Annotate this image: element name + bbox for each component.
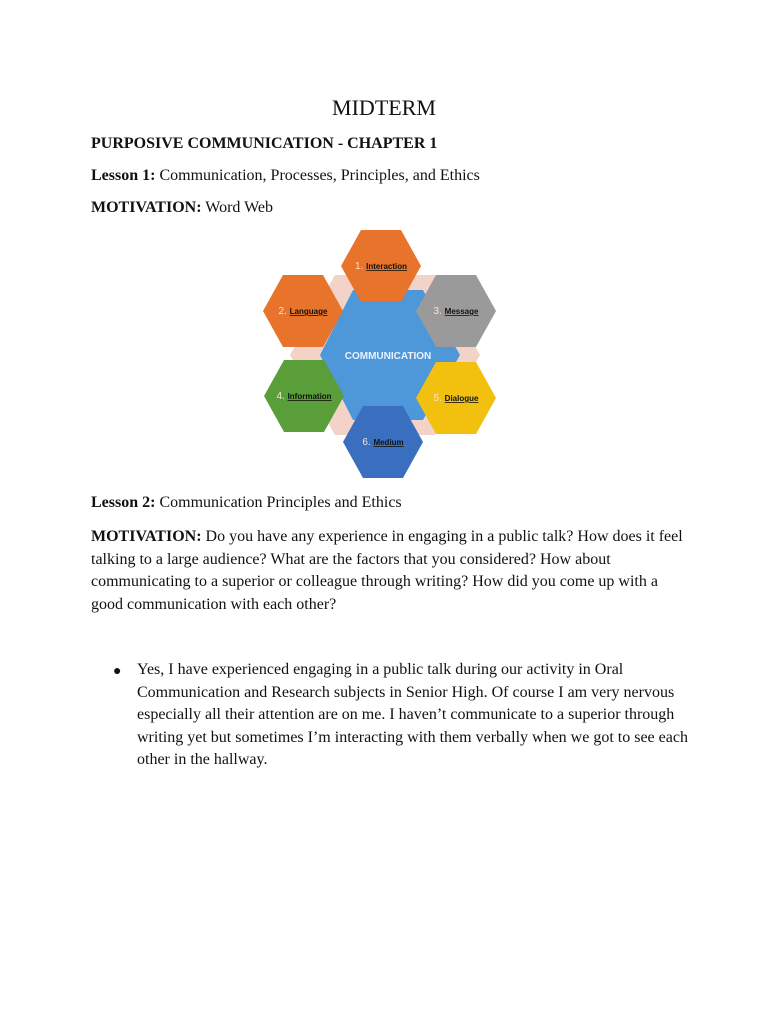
lesson-2-label: Lesson 2:	[91, 494, 156, 511]
answer-text: Yes, I have experienced engaging in a public talk during our activity in Oral Communication and Research subjects in Senior High. Of course I am very nervous especially all their attention are on me. I haven’t communicate to a superior through writing yet but sometimes I’m interacting with them verbally when we got to see each other in the hallway.	[137, 661, 688, 768]
page-title: MIDTERM	[332, 95, 436, 120]
motivation-2-text: Do you have any experience in engaging in a public talk? How does it feel talking to a large audience? What are the factors that you considered? How about communicating to a superior or colleague through writing? How did you come up with a good communication with each other?	[91, 528, 683, 613]
hexagon-label: 3. Message	[433, 306, 479, 317]
motivation-1	[91, 199, 273, 217]
motivation-2-label: MOTIVATION:	[91, 528, 202, 545]
hexagon-label: 6. Medium	[362, 437, 404, 448]
motivation-1-label: MOTIVATION:	[91, 199, 202, 216]
bullet-icon: ●	[113, 664, 122, 679]
chapter-heading: PURPOSIVE COMMUNICATION - CHAPTER 1	[91, 135, 438, 152]
lesson-1	[91, 167, 480, 185]
hexagon-label: 2. Language	[278, 306, 328, 317]
lesson-1-label: Lesson 1:	[91, 167, 156, 184]
hexagon-label: 5. Dialogue	[433, 393, 479, 404]
center-label: COMMUNICATION	[344, 351, 432, 362]
motivation-1-text: Word Web	[201, 199, 274, 216]
motivation-2	[91, 526, 691, 616]
lesson-1-text: Communication, Processes, Principles, and Ethics	[155, 167, 480, 184]
lesson-2	[91, 494, 402, 512]
hexagon-label: 4. Information	[276, 391, 332, 402]
word-web-diagram	[255, 225, 515, 485]
lesson-2-text: Communication Principles and Ethics	[155, 494, 402, 511]
hexagon-label: 1. Interaction	[354, 261, 408, 272]
